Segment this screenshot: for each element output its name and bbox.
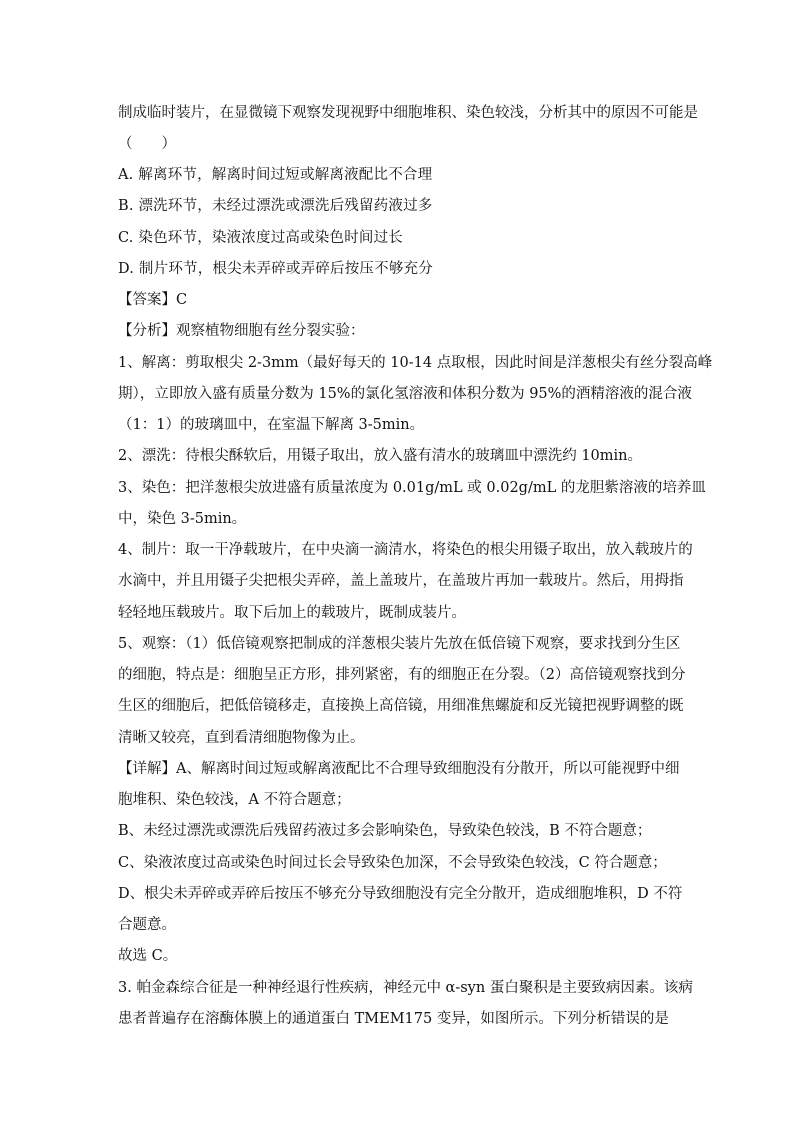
analysis-line: 清晰又较亮，直到看清细胞物像为止。 xyxy=(118,730,365,746)
analysis-line: 2、漂洗：待根尖酥软后，用镊子取出，放入盛有清水的玻璃皿中漂洗约 10min。 xyxy=(118,448,643,464)
next-question-line: 3. 帕金森综合征是一种神经退行性疾病，神经元中 α-syn 蛋白聚积是主要致病因素。该病 xyxy=(118,980,693,996)
option-a: A. 解离环节，解离时间过短或解离液配比不合理 xyxy=(118,167,433,183)
analysis-title: 【分析】观察植物细胞有丝分裂实验： xyxy=(118,323,365,339)
analysis-line: 5、观察：（1）低倍镜观察把制成的洋葱根尖装片先放在低倍镜下观察，要求找到分生区 xyxy=(118,636,681,652)
detail-line: B、未经过漂洗或漂洗后残留药液过多会影响染色，导致染色较浅，B 不符合题意； xyxy=(118,823,652,839)
answer-blank: （ ） xyxy=(118,136,176,152)
analysis-line: 轻轻地压载玻片。取下后加上的载玻片，既制成装片。 xyxy=(118,605,466,621)
detail-line: 胞堆积、染色较浅，A 不符合题意； xyxy=(118,792,351,808)
analysis-line: 3、染色：把洋葱根尖放进盛有质量浓度为 0.01g/mL 或 0.02g/mL 的龙胆紫溶液的培养皿 xyxy=(118,480,706,496)
analysis-line: 1、解离：剪取根尖 2-3mm（最好每天的 10-14 点取根，因此时间是洋葱根尖有丝分裂高峰 xyxy=(118,355,713,371)
analysis-line: （1：1）的玻璃皿中，在室温下解离 3-5min。 xyxy=(118,417,425,433)
analysis-line: 的细胞，特点是：细胞呈正方形，排列紧密，有的细胞正在分裂。（2）高倍镜观察找到分 xyxy=(118,667,686,683)
option-b: B. 漂洗环节，未经过漂洗或漂洗后残留药液过多 xyxy=(118,198,433,214)
question-stem-line: 制成临时装片，在显微镜下观察发现视野中细胞堆积、染色较浅，分析其中的原因不可能是 xyxy=(118,105,698,121)
option-d: D. 制片环节，根尖未弄碎或弄碎后按压不够充分 xyxy=(118,261,433,277)
analysis-line: 4、制片：取一干净载玻片，在中央滴一滴清水，将染色的根尖用镊子取出，放入载玻片的 xyxy=(118,542,693,558)
analysis-line: 中，染色 3-5min。 xyxy=(118,511,247,527)
answer-line: 【答案】C xyxy=(118,292,188,308)
next-question-line: 患者普遍存在溶酶体膜上的通道蛋白 TMEM175 变异，如图所示。下列分析错误的是 xyxy=(118,1011,669,1027)
detail-line: D、根尖未弄碎或弄碎后按压不够充分导致细胞没有完全分散开，造成细胞堆积，D 不符 xyxy=(118,886,683,902)
detail-line: C、染液浓度过高或染色时间过长会导致染色加深，不会导致染色较浅，C 符合题意； xyxy=(118,855,667,871)
analysis-line: 水滴中，并且用镊子尖把根尖弄碎，盖上盖玻片，在盖玻片再加一载玻片。然后，用拇指 xyxy=(118,573,684,589)
option-c: C. 染色环节，染液浓度过高或染色时间过长 xyxy=(118,230,403,246)
detail-line: 【详解】A、解离时间过短或解离液配比不合理导致细胞没有分散开，所以可能视野中细 xyxy=(118,761,680,777)
detail-line: 合题意。 xyxy=(118,917,176,933)
detail-line: 故选 C。 xyxy=(118,948,178,964)
analysis-line: 期），立即放入盛有质量分数为 15%的氯化氢溶液和体积分数为 95%的酒精溶液的混合液 xyxy=(118,386,692,402)
analysis-line: 生区的细胞后，把低倍镜移走，直接换上高倍镜，用细准焦螺旋和反光镜把视野调整的既 xyxy=(118,698,684,714)
